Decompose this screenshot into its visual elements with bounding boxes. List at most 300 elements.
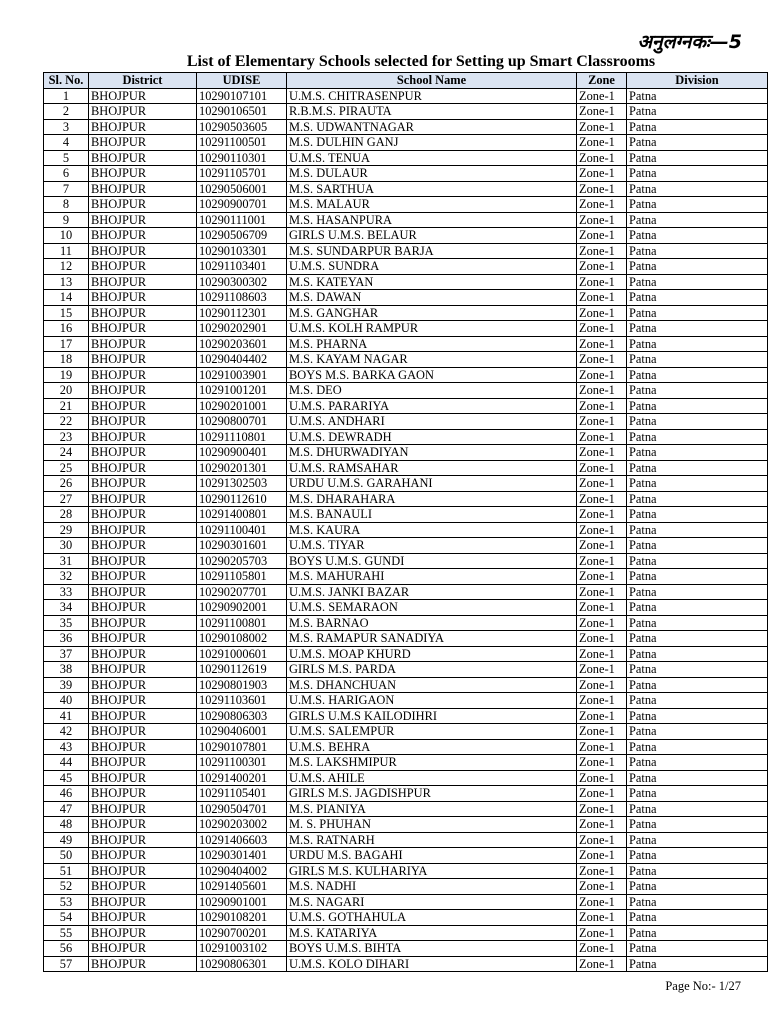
cell-division: Patna [627, 615, 768, 631]
cell-school-name: GIRLS M.S. KULHARIYA [287, 863, 577, 879]
table-row [44, 956, 768, 972]
cell-district: BHOJPUR [89, 646, 197, 662]
cell-school-name: M.S. KAYAM NAGAR [287, 352, 577, 368]
cell-udise: 10290112610 [197, 491, 287, 507]
cell-district: BHOJPUR [89, 786, 197, 802]
cell-zone: Zone-1 [577, 445, 627, 461]
cell-school-name: M.S. KATARIYA [287, 925, 577, 941]
cell-school-name: M.S. BARNAO [287, 615, 577, 631]
cell-school-name: U.M.S. BEHRA [287, 739, 577, 755]
cell-district: BHOJPUR [89, 414, 197, 430]
cell-zone: Zone-1 [577, 863, 627, 879]
cell-zone: Zone-1 [577, 243, 627, 259]
cell-udise: 10290901001 [197, 894, 287, 910]
cell-division: Patna [627, 88, 768, 104]
cell-sl-no: 10 [44, 228, 89, 244]
cell-school-name: M.S. SUNDARPUR BARJA [287, 243, 577, 259]
cell-district: BHOJPUR [89, 228, 197, 244]
cell-school-name: URDU M.S. BAGAHI [287, 848, 577, 864]
table-row [44, 181, 768, 197]
cell-district: BHOJPUR [89, 910, 197, 926]
cell-udise: 10291100301 [197, 755, 287, 771]
cell-division: Patna [627, 414, 768, 430]
table-row [44, 894, 768, 910]
cell-school-name: URDU U.M.S. GARAHANI [287, 476, 577, 492]
cell-division: Patna [627, 135, 768, 151]
cell-zone: Zone-1 [577, 708, 627, 724]
cell-district: BHOJPUR [89, 352, 197, 368]
cell-sl-no: 9 [44, 212, 89, 228]
cell-sl-no: 15 [44, 305, 89, 321]
table-row [44, 119, 768, 135]
table-row [44, 352, 768, 368]
cell-division: Patna [627, 910, 768, 926]
cell-zone: Zone-1 [577, 259, 627, 275]
table-row [44, 460, 768, 476]
cell-zone: Zone-1 [577, 460, 627, 476]
cell-zone: Zone-1 [577, 290, 627, 306]
header-udise: UDISE [197, 73, 287, 89]
cell-udise: 10290203601 [197, 336, 287, 352]
cell-sl-no: 1 [44, 88, 89, 104]
cell-udise: 10290506001 [197, 181, 287, 197]
table-row [44, 290, 768, 306]
cell-school-name: U.M.S. SUNDRA [287, 259, 577, 275]
cell-division: Patna [627, 212, 768, 228]
document-title: List of Elementary Schools selected for Setting up Smart Classrooms [186, 53, 656, 70]
cell-zone: Zone-1 [577, 600, 627, 616]
table-row [44, 693, 768, 709]
table-row [44, 677, 768, 693]
cell-udise: 10291100501 [197, 135, 287, 151]
cell-zone: Zone-1 [577, 491, 627, 507]
cell-zone: Zone-1 [577, 197, 627, 213]
cell-sl-no: 23 [44, 429, 89, 445]
cell-school-name: U.M.S. AHILE [287, 770, 577, 786]
cell-district: BHOJPUR [89, 863, 197, 879]
cell-sl-no: 37 [44, 646, 89, 662]
cell-division: Patna [627, 538, 768, 554]
table-body [44, 88, 768, 972]
table-row [44, 631, 768, 647]
cell-school-name: M.S. MALAUR [287, 197, 577, 213]
cell-sl-no: 36 [44, 631, 89, 647]
cell-udise: 10291110801 [197, 429, 287, 445]
cell-district: BHOJPUR [89, 879, 197, 895]
cell-zone: Zone-1 [577, 398, 627, 414]
cell-udise: 10290806303 [197, 708, 287, 724]
cell-zone: Zone-1 [577, 507, 627, 523]
cell-udise: 10291405601 [197, 879, 287, 895]
cell-udise: 10291406603 [197, 832, 287, 848]
table-row [44, 662, 768, 678]
cell-district: BHOJPUR [89, 600, 197, 616]
cell-district: BHOJPUR [89, 243, 197, 259]
cell-sl-no: 20 [44, 383, 89, 399]
cell-sl-no: 21 [44, 398, 89, 414]
cell-udise: 10290406001 [197, 724, 287, 740]
cell-zone: Zone-1 [577, 88, 627, 104]
cell-udise: 10291302503 [197, 476, 287, 492]
cell-school-name: M.S. DHURWADIYAN [287, 445, 577, 461]
cell-zone: Zone-1 [577, 274, 627, 290]
cell-zone: Zone-1 [577, 724, 627, 740]
table-row [44, 832, 768, 848]
cell-division: Patna [627, 119, 768, 135]
cell-zone: Zone-1 [577, 739, 627, 755]
cell-division: Patna [627, 863, 768, 879]
table-row [44, 88, 768, 104]
cell-school-name: U.M.S. MOAP KHURD [287, 646, 577, 662]
cell-school-name: M.S. DAWAN [287, 290, 577, 306]
cell-zone: Zone-1 [577, 848, 627, 864]
cell-sl-no: 26 [44, 476, 89, 492]
cell-division: Patna [627, 305, 768, 321]
cell-sl-no: 48 [44, 817, 89, 833]
table-row [44, 801, 768, 817]
cell-udise: 10291003901 [197, 367, 287, 383]
cell-zone: Zone-1 [577, 677, 627, 693]
cell-school-name: U.M.S. RAMSAHAR [287, 460, 577, 476]
cell-sl-no: 18 [44, 352, 89, 368]
cell-division: Patna [627, 491, 768, 507]
table-row [44, 925, 768, 941]
cell-division: Patna [627, 398, 768, 414]
cell-sl-no: 17 [44, 336, 89, 352]
cell-district: BHOJPUR [89, 584, 197, 600]
cell-school-name: M.S. DULHIN GANJ [287, 135, 577, 151]
cell-division: Patna [627, 956, 768, 972]
cell-district: BHOJPUR [89, 693, 197, 709]
cell-school-name: U.M.S. CHITRASENPUR [287, 88, 577, 104]
table-row [44, 739, 768, 755]
cell-udise: 10290201301 [197, 460, 287, 476]
cell-school-name: U.M.S. GOTHAHULA [287, 910, 577, 926]
cell-school-name: M.S. NAGARI [287, 894, 577, 910]
cell-district: BHOJPUR [89, 212, 197, 228]
cell-udise: 10291100401 [197, 522, 287, 538]
cell-division: Patna [627, 677, 768, 693]
cell-district: BHOJPUR [89, 88, 197, 104]
cell-district: BHOJPUR [89, 104, 197, 120]
cell-district: BHOJPUR [89, 135, 197, 151]
cell-school-name: M.S. HASANPURA [287, 212, 577, 228]
cell-udise: 10290806301 [197, 956, 287, 972]
cell-sl-no: 42 [44, 724, 89, 740]
cell-district: BHOJPUR [89, 941, 197, 957]
cell-sl-no: 13 [44, 274, 89, 290]
cell-udise: 10291105401 [197, 786, 287, 802]
cell-school-name: M.S. NADHI [287, 879, 577, 895]
cell-sl-no: 45 [44, 770, 89, 786]
cell-district: BHOJPUR [89, 460, 197, 476]
cell-division: Patna [627, 770, 768, 786]
table-row [44, 708, 768, 724]
cell-district: BHOJPUR [89, 476, 197, 492]
cell-district: BHOJPUR [89, 383, 197, 399]
cell-sl-no: 35 [44, 615, 89, 631]
table-row [44, 724, 768, 740]
cell-district: BHOJPUR [89, 956, 197, 972]
table-row [44, 336, 768, 352]
cell-udise: 10291105801 [197, 569, 287, 585]
cell-school-name: M.S. PIANIYA [287, 801, 577, 817]
table-row [44, 414, 768, 430]
cell-division: Patna [627, 460, 768, 476]
cell-school-name: M.S. DULAUR [287, 166, 577, 182]
cell-school-name: M.S. MAHURAHI [287, 569, 577, 585]
cell-udise: 10290112301 [197, 305, 287, 321]
cell-division: Patna [627, 522, 768, 538]
cell-division: Patna [627, 429, 768, 445]
cell-school-name: M.S. KAURA [287, 522, 577, 538]
cell-school-name: U.M.S. DEWRADH [287, 429, 577, 445]
table-row [44, 848, 768, 864]
table-row [44, 553, 768, 569]
cell-school-name: GIRLS M.S. JAGDISHPUR [287, 786, 577, 802]
table-row [44, 476, 768, 492]
cell-district: BHOJPUR [89, 181, 197, 197]
cell-division: Patna [627, 445, 768, 461]
cell-zone: Zone-1 [577, 925, 627, 941]
cell-zone: Zone-1 [577, 166, 627, 182]
cell-udise: 10290506709 [197, 228, 287, 244]
cell-school-name: U.M.S. JANKI BAZAR [287, 584, 577, 600]
table-row [44, 879, 768, 895]
cell-district: BHOJPUR [89, 724, 197, 740]
cell-sl-no: 38 [44, 662, 89, 678]
table-row [44, 863, 768, 879]
table-row [44, 305, 768, 321]
cell-zone: Zone-1 [577, 584, 627, 600]
cell-zone: Zone-1 [577, 956, 627, 972]
cell-zone: Zone-1 [577, 662, 627, 678]
cell-sl-no: 25 [44, 460, 89, 476]
cell-division: Patna [627, 181, 768, 197]
cell-division: Patna [627, 383, 768, 399]
header-sl-no: Sl. No. [44, 73, 89, 89]
cell-udise: 10290107101 [197, 88, 287, 104]
cell-division: Patna [627, 274, 768, 290]
cell-school-name: M.S. DHANCHUAN [287, 677, 577, 693]
cell-division: Patna [627, 336, 768, 352]
cell-sl-no: 11 [44, 243, 89, 259]
cell-zone: Zone-1 [577, 367, 627, 383]
cell-sl-no: 19 [44, 367, 89, 383]
cell-district: BHOJPUR [89, 119, 197, 135]
cell-zone: Zone-1 [577, 693, 627, 709]
cell-division: Patna [627, 243, 768, 259]
cell-udise: 10291400801 [197, 507, 287, 523]
cell-udise: 10291105701 [197, 166, 287, 182]
cell-district: BHOJPUR [89, 398, 197, 414]
cell-district: BHOJPUR [89, 290, 197, 306]
cell-udise: 10291400201 [197, 770, 287, 786]
cell-zone: Zone-1 [577, 414, 627, 430]
table-row [44, 755, 768, 771]
cell-division: Patna [627, 832, 768, 848]
cell-division: Patna [627, 600, 768, 616]
cell-zone: Zone-1 [577, 336, 627, 352]
cell-zone: Zone-1 [577, 476, 627, 492]
cell-sl-no: 4 [44, 135, 89, 151]
cell-division: Patna [627, 817, 768, 833]
cell-udise: 10291108603 [197, 290, 287, 306]
cell-district: BHOJPUR [89, 894, 197, 910]
cell-udise: 10290900401 [197, 445, 287, 461]
cell-division: Patna [627, 739, 768, 755]
cell-division: Patna [627, 708, 768, 724]
cell-sl-no: 22 [44, 414, 89, 430]
cell-zone: Zone-1 [577, 910, 627, 926]
header-zone: Zone [577, 73, 627, 89]
cell-zone: Zone-1 [577, 817, 627, 833]
cell-district: BHOJPUR [89, 755, 197, 771]
cell-udise: 10290700201 [197, 925, 287, 941]
cell-school-name: M.S. LAKSHMIPUR [287, 755, 577, 771]
cell-zone: Zone-1 [577, 305, 627, 321]
cell-school-name: M.S. DHARAHARA [287, 491, 577, 507]
cell-udise: 10291100801 [197, 615, 287, 631]
cell-zone: Zone-1 [577, 181, 627, 197]
cell-sl-no: 50 [44, 848, 89, 864]
cell-division: Patna [627, 941, 768, 957]
cell-sl-no: 34 [44, 600, 89, 616]
cell-zone: Zone-1 [577, 228, 627, 244]
table-row [44, 274, 768, 290]
cell-zone: Zone-1 [577, 894, 627, 910]
table-row [44, 135, 768, 151]
cell-school-name: M.S. DEO [287, 383, 577, 399]
cell-zone: Zone-1 [577, 321, 627, 337]
cell-district: BHOJPUR [89, 507, 197, 523]
cell-zone: Zone-1 [577, 522, 627, 538]
cell-udise: 10290404402 [197, 352, 287, 368]
cell-district: BHOJPUR [89, 832, 197, 848]
cell-zone: Zone-1 [577, 119, 627, 135]
table-row [44, 522, 768, 538]
cell-school-name: U.M.S. TIYAR [287, 538, 577, 554]
cell-division: Patna [627, 228, 768, 244]
cell-sl-no: 16 [44, 321, 89, 337]
cell-district: BHOJPUR [89, 336, 197, 352]
cell-division: Patna [627, 150, 768, 166]
table-row [44, 104, 768, 120]
cell-zone: Zone-1 [577, 941, 627, 957]
cell-division: Patna [627, 352, 768, 368]
cell-district: BHOJPUR [89, 429, 197, 445]
cell-sl-no: 6 [44, 166, 89, 182]
cell-division: Patna [627, 662, 768, 678]
cell-udise: 10290801903 [197, 677, 287, 693]
cell-division: Patna [627, 724, 768, 740]
cell-division: Patna [627, 476, 768, 492]
cell-sl-no: 41 [44, 708, 89, 724]
cell-udise: 10290103301 [197, 243, 287, 259]
cell-district: BHOJPUR [89, 708, 197, 724]
cell-district: BHOJPUR [89, 739, 197, 755]
cell-zone: Zone-1 [577, 150, 627, 166]
cell-udise: 10290301401 [197, 848, 287, 864]
cell-district: BHOJPUR [89, 615, 197, 631]
cell-district: BHOJPUR [89, 259, 197, 275]
cell-sl-no: 46 [44, 786, 89, 802]
cell-udise: 10290205703 [197, 553, 287, 569]
cell-district: BHOJPUR [89, 305, 197, 321]
cell-sl-no: 32 [44, 569, 89, 585]
cell-zone: Zone-1 [577, 383, 627, 399]
cell-zone: Zone-1 [577, 615, 627, 631]
cell-udise: 10290106501 [197, 104, 287, 120]
cell-udise: 10290112619 [197, 662, 287, 678]
table-row [44, 615, 768, 631]
table-row [44, 259, 768, 275]
cell-school-name: U.M.S. TENUA [287, 150, 577, 166]
table-row [44, 197, 768, 213]
cell-division: Patna [627, 755, 768, 771]
cell-sl-no: 7 [44, 181, 89, 197]
cell-udise: 10290504701 [197, 801, 287, 817]
cell-zone: Zone-1 [577, 429, 627, 445]
cell-zone: Zone-1 [577, 352, 627, 368]
cell-udise: 10290203002 [197, 817, 287, 833]
cell-district: BHOJPUR [89, 274, 197, 290]
cell-sl-no: 12 [44, 259, 89, 275]
cell-district: BHOJPUR [89, 677, 197, 693]
cell-udise: 10290108002 [197, 631, 287, 647]
table-row [44, 569, 768, 585]
cell-sl-no: 33 [44, 584, 89, 600]
table-row [44, 817, 768, 833]
table-row [44, 445, 768, 461]
cell-zone: Zone-1 [577, 569, 627, 585]
cell-school-name: U.M.S. SEMARAON [287, 600, 577, 616]
cell-zone: Zone-1 [577, 879, 627, 895]
cell-district: BHOJPUR [89, 538, 197, 554]
cell-udise: 10290503605 [197, 119, 287, 135]
cell-school-name: M. S. PHUHAN [287, 817, 577, 833]
cell-division: Patna [627, 693, 768, 709]
cell-udise: 10291103601 [197, 693, 287, 709]
cell-school-name: U.M.S. HARIGAON [287, 693, 577, 709]
cell-district: BHOJPUR [89, 491, 197, 507]
cell-udise: 10290300302 [197, 274, 287, 290]
cell-district: BHOJPUR [89, 321, 197, 337]
cell-division: Patna [627, 879, 768, 895]
cell-sl-no: 51 [44, 863, 89, 879]
cell-school-name: GIRLS U.M.S. BELAUR [287, 228, 577, 244]
cell-division: Patna [627, 166, 768, 182]
cell-division: Patna [627, 848, 768, 864]
cell-district: BHOJPUR [89, 522, 197, 538]
table-row [44, 367, 768, 383]
cell-udise: 10291103401 [197, 259, 287, 275]
cell-division: Patna [627, 786, 768, 802]
table-row [44, 600, 768, 616]
cell-sl-no: 28 [44, 507, 89, 523]
cell-sl-no: 55 [44, 925, 89, 941]
table-row [44, 243, 768, 259]
cell-udise: 10290202901 [197, 321, 287, 337]
cell-school-name: M.S. UDWANTNAGAR [287, 119, 577, 135]
cell-district: BHOJPUR [89, 445, 197, 461]
cell-district: BHOJPUR [89, 817, 197, 833]
cell-udise: 10290108201 [197, 910, 287, 926]
table-row [44, 941, 768, 957]
cell-school-name: M.S. RAMAPUR SANADIYA [287, 631, 577, 647]
cell-school-name: GIRLS U.M.S KAILODIHRI [287, 708, 577, 724]
cell-school-name: U.M.S. SALEMPUR [287, 724, 577, 740]
